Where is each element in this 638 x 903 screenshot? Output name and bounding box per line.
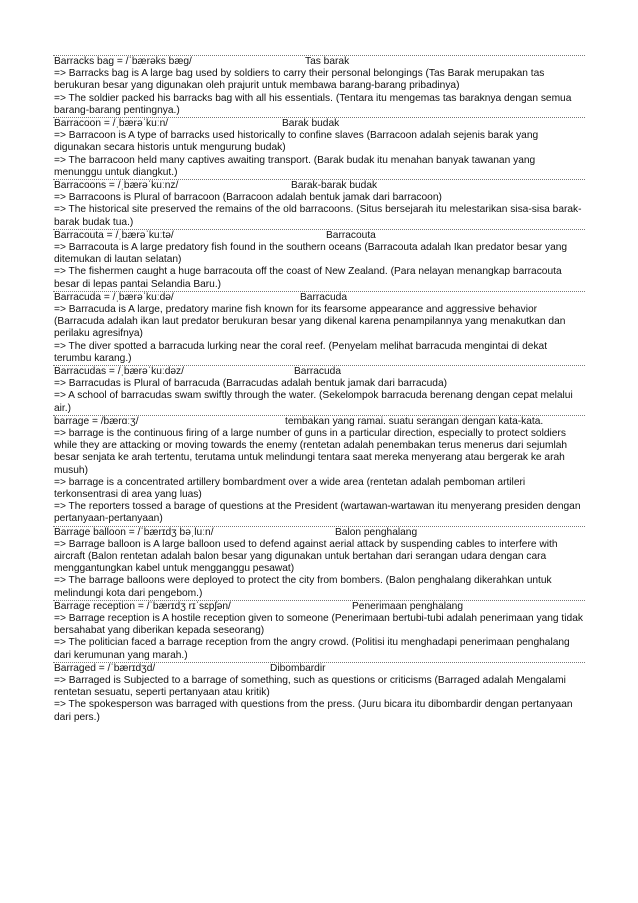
entry-heading <box>53 56 585 68</box>
entry-definition-line: => Barracuda is A large, predatory marine fish known for its fearsome appearance and aggressive behavior (Barracuda adalah ikan laut predator berukuran besar yang dikenal karena penampilannya yang menakutkan dan perilaku agresifnya) <box>54 303 566 340</box>
entry-translation: Tas barak <box>305 56 350 67</box>
entry-translation: Penerimaan penghalang <box>352 600 464 612</box>
entry-term: Barracoon = /ˌbærəˈkuːn/ <box>54 118 169 129</box>
entry-term: Barracouta = /ˌbærəˈkuːtə/ <box>54 229 174 241</box>
dictionary-entry <box>53 55 585 117</box>
entry-heading <box>53 118 585 130</box>
entry-definition-line: => A school of barracudas swam swiftly through the water. (Sekelompok barracuda berenang dengan cepat melalui air.) <box>54 390 573 414</box>
entry-translation: Dibombardir <box>270 662 326 674</box>
entry-definition-line: => Barracoon is A type of barracks used historically to confine slaves (Barracoon adalah sejenis barak yang digunakan secara historis untuk mengurung budak) <box>54 130 539 154</box>
entry-translation: Barracuda <box>300 291 348 303</box>
entry-definition-line: => The barrage balloons were deployed to protect the city from bombers. (Balon penghalang dikerahkan untuk melindungi kota dari pengebom.) <box>54 575 552 599</box>
entry-definition-line: => Barrage reception is A hostile reception given to someone (Penerimaan bertubi-tubi adalah penerimaan yang tidak bersahabat yang diberikan kepada seseorang) <box>54 613 583 637</box>
entry-heading <box>53 366 585 378</box>
entry-term: Barrage reception = /ˈbærɪdʒ rɪˈsɛpʃən/ <box>54 600 231 612</box>
dictionary-entry <box>53 415 585 526</box>
entry-definition-line: => Barracoons is Plural of barracoon (Barracoon adalah bentuk jamak dari barracoon) <box>54 192 442 204</box>
entry-definition-line: => Barracks bag is A large bag used by soldiers to carry their personal belongings (Tas Barak merupakan tas berukuran besar yang digunakan oleh prajurit untuk membawa barang-barang pribadinya) <box>54 68 545 92</box>
dictionary-entry <box>53 662 585 724</box>
entry-translation: Barracuda <box>294 366 342 377</box>
entry-translation: Barak-barak budak <box>291 180 378 191</box>
dictionary-entry <box>53 526 585 600</box>
entry-term: Barracoons = /ˌbærəˈkuːnz/ <box>54 180 179 191</box>
entry-definition-line: => Barraged is Subjected to a barrage of something, such as questions or criticisms (Barraged adalah Mengalami rentetan sesuatu, seperti pertanyaan atau kritik) <box>54 675 566 699</box>
dictionary-entry <box>53 229 585 291</box>
entry-heading <box>53 527 585 539</box>
entry-term: Barraged = /ˈbærɪdʒd/ <box>54 662 156 674</box>
entry-definition-line: => The historical site preserved the remains of the old barracoons. (Situs bersejarah itu melestarikan sisa-sisa barak-barak budak tua.) <box>54 204 582 228</box>
dictionary-entry <box>53 117 585 179</box>
entry-definition-line: => The soldier packed his barracks bag with all his essentials. (Tentara itu mengemas tas baraknya dengan semua barang-barang pentingnya.) <box>54 92 572 116</box>
entry-term: Barracks bag = /ˈbærəks bæg/ <box>54 56 192 67</box>
entry-term: Barrage balloon = /ˈbærɪdʒ bəˌluːn/ <box>54 526 214 538</box>
entry-definition-line: => Barracouta is A large predatory fish found in the southern oceans (Barracouta adalah Ikan predator besar yang ditemukan di lautan selatan) <box>54 241 568 266</box>
entry-definition-line: => The politician faced a barrage reception from the angry crowd. (Politisi itu menghadapi penerimaan penghalang dari kerumunan yang marah.) <box>54 637 570 661</box>
entry-term: Barracuda = /ˌbærəˈkuːdə/ <box>54 291 174 303</box>
entry-heading <box>53 663 585 675</box>
dictionary-entry <box>53 365 585 415</box>
entry-definition-line: => The barracoon held many captives awaiting transport. (Barak budak itu menahan banyak tawanan yang menunggu untuk diangkut.) <box>54 154 536 178</box>
entry-heading <box>53 416 585 428</box>
entry-definition-line: => The spokesperson was barraged with questions from the press. (Juru bicara itu dibombardir dengan pertanyaan dari pers.) <box>54 699 573 723</box>
entry-definition-line: => The fishermen caught a huge barracouta off the coast of New Zealand. (Para nelayan menangkap barracouta besar di lepas pantai Selandia Baru.) <box>54 266 562 290</box>
entry-term: barrage = /bærɑːʒ/ <box>54 415 139 427</box>
entry-definition-line: => barrage is a concentrated artillery bombardment over a wide area (rentetan adalah pemboman artileri terkonsentrasi di area yang luas) <box>54 476 526 500</box>
entry-heading <box>53 180 585 192</box>
entry-term: Barracudas = /ˌbærəˈkuːdəz/ <box>54 366 184 377</box>
entry-heading <box>53 601 585 613</box>
dictionary-entry <box>53 179 585 229</box>
entry-definition-line: => The diver spotted a barracuda lurking near the coral reef. (Penyelam melihat barracuda mengintai di dekat terumbu karang.) <box>54 340 548 364</box>
entry-heading <box>53 292 585 304</box>
entry-translation: Barracouta <box>326 229 376 241</box>
entry-translation: Balon penghalang <box>335 526 418 538</box>
entry-heading <box>53 230 585 242</box>
dictionary-entry <box>53 291 585 365</box>
entry-translation: Barak budak <box>282 118 340 129</box>
dictionary-page <box>53 55 585 724</box>
dictionary-entry <box>53 600 585 662</box>
entry-definition-line: => The reporters tossed a barage of questions at the President (wartawan-wartawan itu menyerang presiden dengan pertanyaan-pertanyaan) <box>54 501 581 525</box>
entry-definition-line: => Barrage balloon is A large balloon used to defend against aerial attack by suspending cables to interfere with aircraft (Balon rentetan adalah balon besar yang digunakan untuk bertahan dari serangan udara dengan cara menggantungkan kabel untuk mengganggu pesawat) <box>54 538 558 575</box>
entry-definition-line: => Barracudas is Plural of barracuda (Barracudas adalah bentuk jamak dari barracuda) <box>54 378 447 390</box>
entry-definition-line: => barrage is the continuous firing of a large number of guns in a particular direction, especially to protect soldiers while they are attacking or moving towards the enemy (rentetan adalah penembakan terus menerus dari sejumlah besar senjata ke arah tertentu, terutama untuk melindungi tentara saat mereka menyerang atau bergerak ke arah musuh) <box>54 427 568 476</box>
entry-translation: tembakan yang ramai. suatu serangan dengan kata-kata. <box>285 415 544 427</box>
